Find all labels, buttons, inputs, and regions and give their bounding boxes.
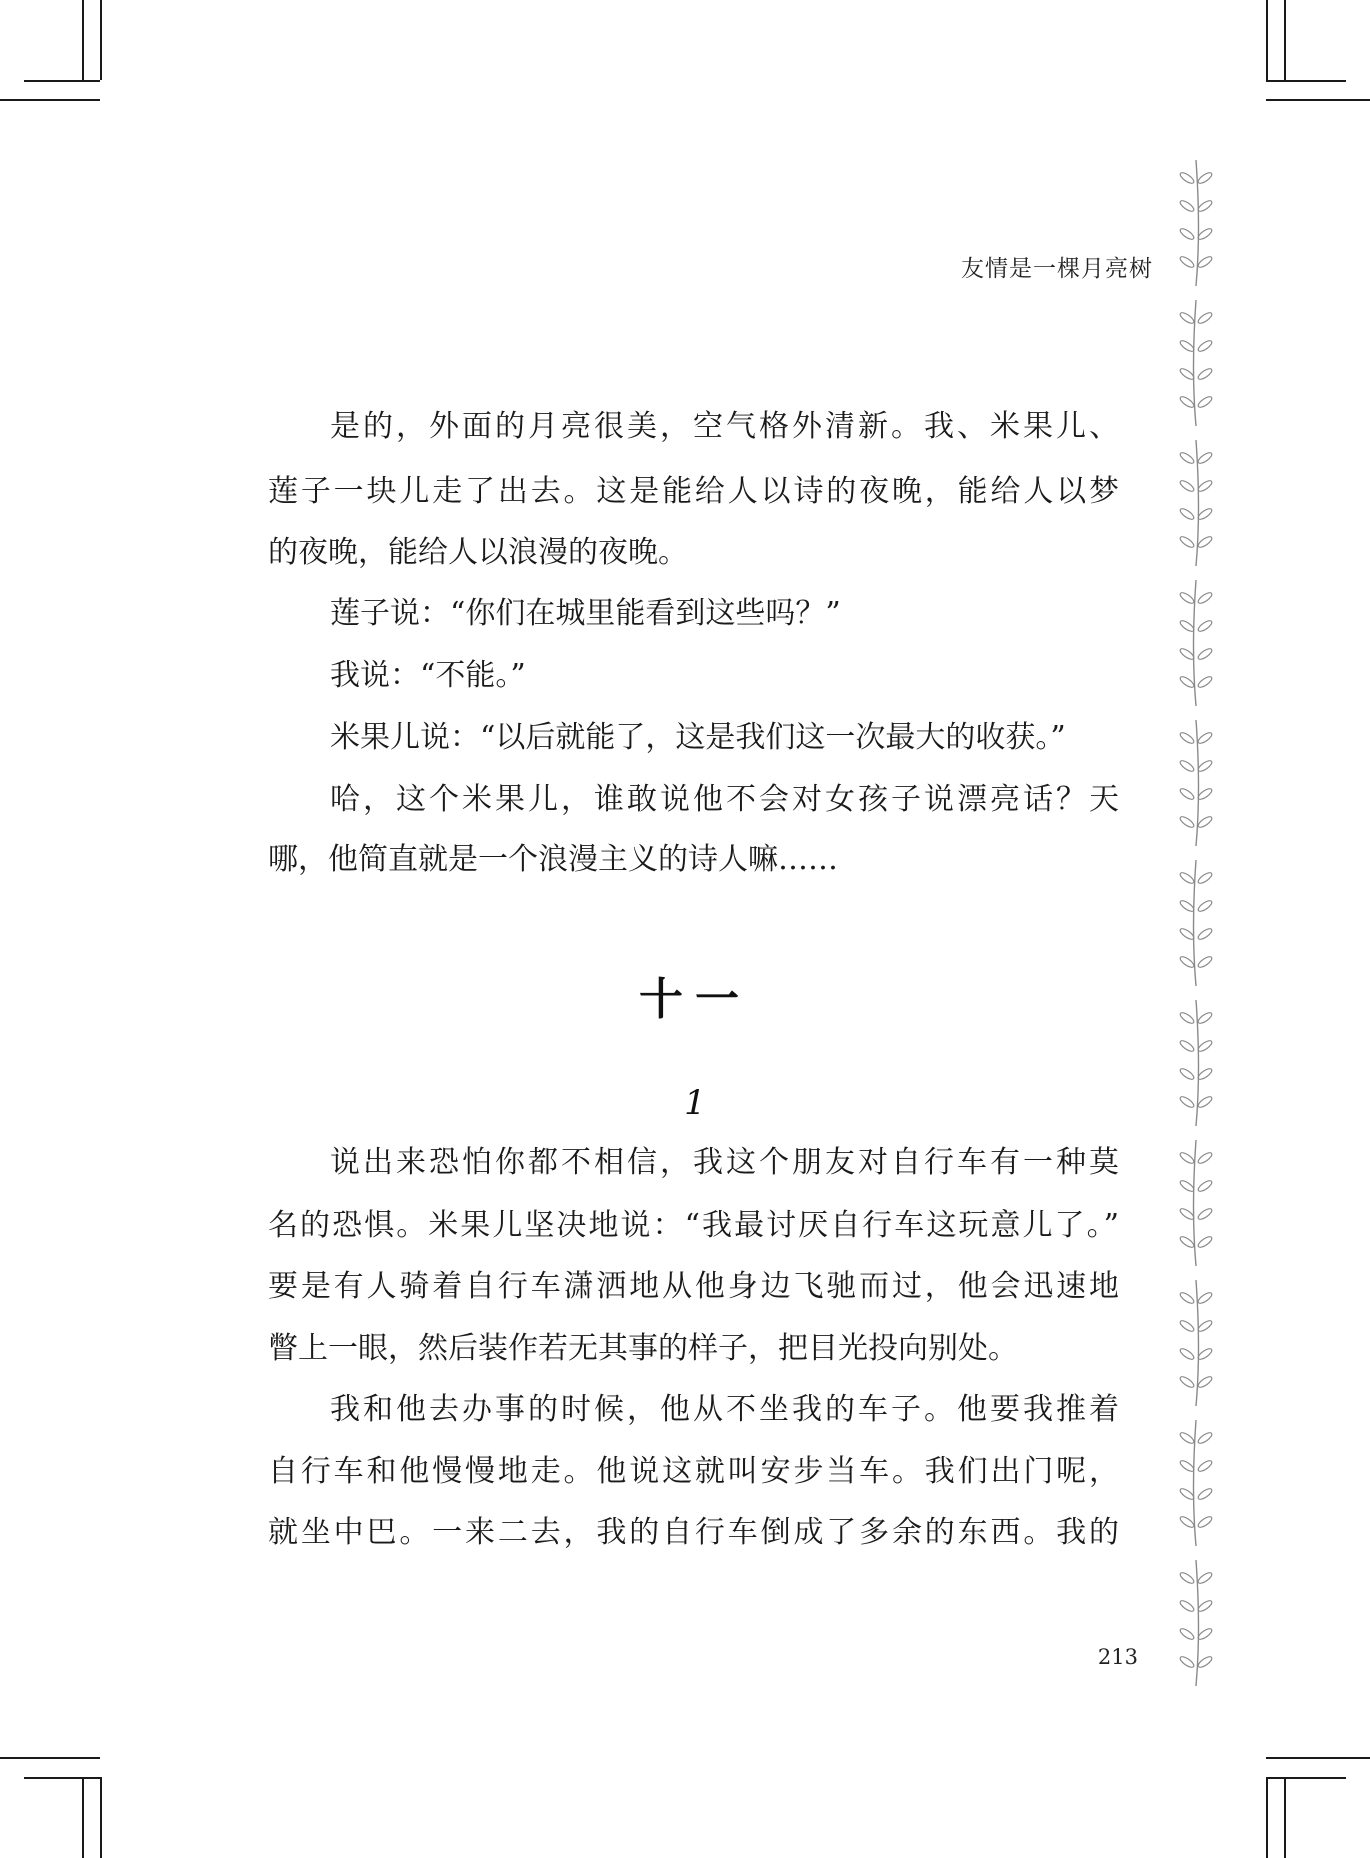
vine-leaf <box>1197 451 1214 465</box>
vine-leaf <box>1179 871 1196 885</box>
vine-leaf <box>1197 1235 1214 1249</box>
vine-leaf <box>1179 619 1196 633</box>
body-line: 莲子一块儿走了出去。这是能给人以诗的夜晚，能给人以梦 <box>268 474 1119 509</box>
vine-leaf <box>1179 1039 1196 1053</box>
body-line: 米果儿说：“以后就能了，这是我们这一次最大的收获。” <box>330 720 1066 755</box>
leaf-vine-border <box>1166 150 1226 1730</box>
vine-leaf <box>1197 899 1214 913</box>
section-number: 1 <box>684 1083 706 1123</box>
vine-leaf <box>1179 759 1196 773</box>
vine-leaf <box>1197 1487 1214 1501</box>
vine-leaf <box>1179 591 1196 605</box>
vine-leaf <box>1197 1459 1214 1473</box>
vine-leaf <box>1179 1151 1196 1165</box>
vine-leaf <box>1179 815 1196 829</box>
vine-leaf <box>1179 1627 1196 1641</box>
vine-leaf <box>1179 731 1196 745</box>
body-line: 哈，这个米果儿，谁敢说他不会对女孩子说漂亮话？天 <box>330 782 1119 817</box>
vine-leaf <box>1179 479 1196 493</box>
vine-leaf <box>1197 339 1214 353</box>
body-line: 瞥上一眼，然后装作若无其事的样子，把目光投向别处。 <box>268 1331 1018 1366</box>
body-line: 我和他去办事的时候，他从不坐我的车子。他要我推着 <box>330 1392 1119 1427</box>
body-line: 就坐中巴。一来二去，我的自行车倒成了多余的东西。我的 <box>268 1515 1119 1550</box>
running-title: 友情是一棵月亮树 <box>961 256 1153 282</box>
vine-leaf <box>1197 871 1214 885</box>
vine-leaf <box>1197 591 1214 605</box>
body-line: 莲子说：“你们在城里能看到这些吗？” <box>330 596 841 631</box>
vine-leaf <box>1179 507 1196 521</box>
page-number: 213 <box>1097 1645 1138 1669</box>
vine-leaf <box>1179 227 1196 241</box>
vine-leaf <box>1197 815 1214 829</box>
vine-leaf <box>1179 899 1196 913</box>
chapter-title: 十一 <box>639 974 751 1025</box>
vine-leaf <box>1179 1235 1196 1249</box>
vine-leaf <box>1197 1571 1214 1585</box>
vine-leaf <box>1179 675 1196 689</box>
vine-leaf <box>1197 199 1214 213</box>
vine-leaf <box>1179 1347 1196 1361</box>
vine-leaf <box>1179 1459 1196 1473</box>
vine-leaf <box>1197 759 1214 773</box>
vine-leaf <box>1179 535 1196 549</box>
vine-leaf <box>1197 1375 1214 1389</box>
vine-leaf <box>1197 1515 1214 1529</box>
vine-leaf <box>1197 1207 1214 1221</box>
vine-leaf <box>1179 199 1196 213</box>
vine-leaf <box>1179 171 1196 185</box>
body-line: 自行车和他慢慢地走。他说这就叫安步当车。我们出门呢， <box>268 1454 1119 1489</box>
body-line: 我说：“不能。” <box>330 658 526 693</box>
body-line: 说出来恐怕你都不相信，我这个朋友对自行车有一种莫 <box>330 1145 1119 1180</box>
vine-leaf <box>1197 479 1214 493</box>
vine-leaf <box>1179 1179 1196 1193</box>
vine-leaf <box>1179 1431 1196 1445</box>
body-line: 是的，外面的月亮很美，空气格外清新。我、米果儿、 <box>330 409 1119 444</box>
vine-leaf <box>1197 927 1214 941</box>
vine-leaf <box>1197 1599 1214 1613</box>
vine-leaf <box>1197 1151 1214 1165</box>
body-line: 哪，他简直就是一个浪漫主义的诗人嘛…… <box>268 842 838 877</box>
vine-leaf <box>1179 255 1196 269</box>
vine-leaf <box>1197 255 1214 269</box>
vine-leaf <box>1197 1291 1214 1305</box>
vine-leaf <box>1197 535 1214 549</box>
vine-leaf <box>1197 619 1214 633</box>
vine-leaf <box>1179 1655 1196 1669</box>
vine-leaf <box>1179 787 1196 801</box>
body-line: 要是有人骑着自行车潇洒地从他身边飞驰而过，他会迅速地 <box>268 1269 1119 1304</box>
vine-leaf <box>1197 311 1214 325</box>
vine-leaf <box>1197 1319 1214 1333</box>
vine-leaf <box>1179 339 1196 353</box>
vine-leaf <box>1179 1291 1196 1305</box>
vine-leaf <box>1179 1515 1196 1529</box>
vine-leaf <box>1179 1599 1196 1613</box>
body-line: 名的恐惧。米果儿坚决地说：“我最讨厌自行车这玩意儿了。” <box>268 1208 1119 1243</box>
vine-leaf <box>1179 1375 1196 1389</box>
vine-leaf <box>1197 1039 1214 1053</box>
vine-leaf <box>1197 395 1214 409</box>
vine-leaf <box>1197 675 1214 689</box>
vine-leaf <box>1197 171 1214 185</box>
vine-leaf <box>1179 1067 1196 1081</box>
body-line: 的夜晚，能给人以浪漫的夜晚。 <box>268 535 688 570</box>
vine-leaf <box>1197 647 1214 661</box>
vine-leaf <box>1179 1571 1196 1585</box>
vine-leaf <box>1179 395 1196 409</box>
vine-leaf <box>1197 1179 1214 1193</box>
vine-leaf <box>1197 1431 1214 1445</box>
vine-leaf <box>1179 1319 1196 1333</box>
vine-leaf <box>1197 731 1214 745</box>
vine-leaf <box>1179 311 1196 325</box>
vine-leaf <box>1179 451 1196 465</box>
vine-leaf <box>1197 1655 1214 1669</box>
vine-leaf <box>1197 367 1214 381</box>
